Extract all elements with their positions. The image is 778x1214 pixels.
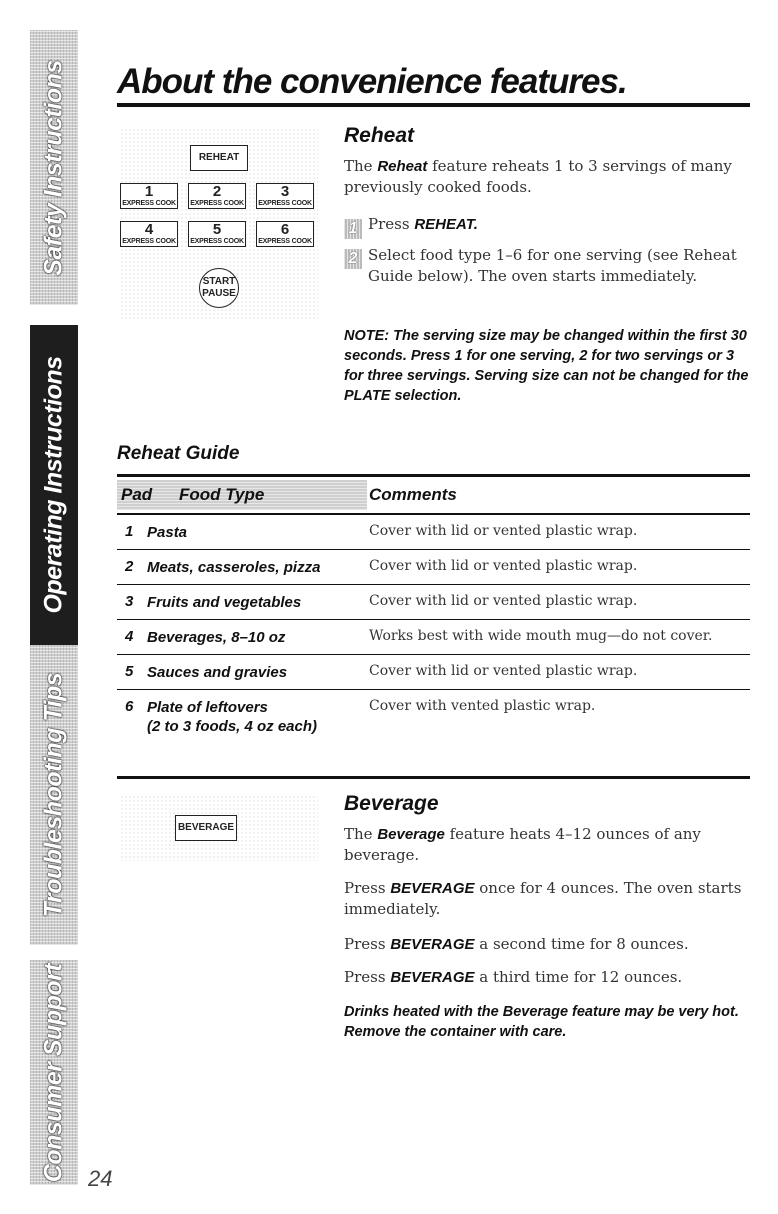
key-6[interactable] <box>256 221 314 247</box>
reheat-intro-suffix: feature reheats 1 to 3 servings of many previously cooked foods. <box>344 157 732 196</box>
title-divider <box>117 103 750 107</box>
start-label: START <box>202 276 236 287</box>
p3-bold: BEVERAGE <box>390 969 475 986</box>
key-1[interactable] <box>120 183 178 209</box>
key-sublabel: EXPRESS COOK <box>258 200 312 207</box>
key-number: 2 <box>212 183 222 200</box>
beverage-key-illustration <box>120 795 318 861</box>
table-row <box>117 620 750 655</box>
reheat-step-2 <box>344 245 744 287</box>
page-title: About the convenience features. <box>117 62 627 101</box>
step-2-icon: 2 <box>344 249 362 269</box>
key-number: 6 <box>280 221 290 238</box>
start-pause-key[interactable] <box>199 268 239 308</box>
beverage-para-1 <box>344 878 754 920</box>
beverage-para-3 <box>344 967 754 988</box>
row-food-line1: Plate of leftovers <box>147 699 268 716</box>
tab-label: Troubleshooting Tips <box>39 672 68 918</box>
p2-suffix: a second time for 8 ounces. <box>474 935 689 953</box>
tab-label: Safety Instructions <box>39 59 68 276</box>
reheat-guide-table <box>117 474 750 740</box>
p3-suffix: a third time for 12 ounces. <box>474 968 683 986</box>
key-2[interactable] <box>188 183 246 209</box>
row-pad: 4 <box>125 628 134 645</box>
reheat-intro-bold: Reheat <box>377 158 428 175</box>
key-4[interactable] <box>120 221 178 247</box>
key-3[interactable] <box>256 183 314 209</box>
reheat-key[interactable]: REHEAT <box>190 145 248 171</box>
reheat-heading: Reheat <box>344 124 415 147</box>
tab-troubleshooting-tips[interactable] <box>30 645 78 945</box>
section-divider <box>117 776 750 779</box>
page-number: 24 <box>88 1166 113 1191</box>
p1-suffix: once for 4 ounces. The oven starts immediately. <box>344 879 742 918</box>
row-pad: 5 <box>125 663 134 680</box>
row-comment: Cover with lid or vented plastic wrap. <box>369 558 638 574</box>
key-sublabel: EXPRESS COOK <box>190 238 244 245</box>
row-pad: 6 <box>125 698 134 715</box>
table-row <box>117 585 750 620</box>
row-food-line2: (2 to 3 foods, 4 oz each) <box>147 718 318 735</box>
tab-label: Operating Instructions <box>39 356 68 614</box>
row-food: Meats, casseroles, pizza <box>147 559 321 576</box>
step-1-text: Press <box>368 215 415 233</box>
pause-label: PAUSE <box>202 288 236 299</box>
header-comments: Comments <box>369 485 457 504</box>
tab-safety-instructions[interactable] <box>30 30 78 305</box>
key-number: 1 <box>144 183 154 200</box>
table-row <box>117 515 750 550</box>
p3-prefix: Press <box>344 968 391 986</box>
tab-operating-instructions[interactable] <box>30 325 78 645</box>
key-sublabel: EXPRESS COOK <box>122 200 176 207</box>
beverage-warning: Drinks heated with the Beverage feature may be very hot. Remove the container with care. <box>344 1004 739 1040</box>
header-pad: Pad <box>121 485 153 504</box>
row-comment: Cover with lid or vented plastic wrap. <box>369 523 638 539</box>
tab-consumer-support[interactable] <box>30 960 78 1185</box>
table-header <box>117 477 750 513</box>
header-food-type: Food Type <box>179 485 265 504</box>
key-number: 4 <box>144 221 154 238</box>
reheat-intro <box>344 156 744 198</box>
section-sidebar <box>30 30 78 1185</box>
p1-prefix: Press <box>344 879 391 897</box>
beverage-intro-prefix: The <box>344 825 378 843</box>
row-comment: Cover with lid or vented plastic wrap. <box>369 593 638 609</box>
beverage-intro-suffix: feature heats 4–12 ounces of any beverage. <box>344 825 701 864</box>
beverage-para-2 <box>344 934 754 955</box>
keypad-illustration <box>120 128 318 320</box>
reheat-intro-prefix: The <box>344 157 378 175</box>
p1-bold: BEVERAGE <box>390 880 475 897</box>
beverage-intro <box>344 824 744 866</box>
p2-bold: BEVERAGE <box>390 936 475 953</box>
row-pad: 2 <box>125 558 134 575</box>
row-comment: Cover with vented plastic wrap. <box>369 698 596 714</box>
row-comment: Works best with wide mouth mug—do not cover. <box>369 628 713 644</box>
row-food: Beverages, 8–10 oz <box>147 629 286 646</box>
reheat-note: NOTE: The serving size may be changed within the first 30 seconds. Press 1 for one serving, 2 for two servings or 3 for three servings. Serving size can not be changed for the PLATE selection. <box>344 328 749 404</box>
key-sublabel: EXPRESS COOK <box>122 238 176 245</box>
step-2-text: Select food type 1–6 for one serving (see Reheat Guide below). The oven starts immediately. <box>368 246 737 285</box>
step-1-icon: 1 <box>344 219 362 239</box>
key-number: 5 <box>212 221 222 238</box>
tab-label: Consumer Support <box>39 963 68 1182</box>
row-food: Pasta <box>147 524 188 541</box>
p2-prefix: Press <box>344 935 391 953</box>
key-sublabel: EXPRESS COOK <box>190 200 244 207</box>
row-food: Fruits and vegetables <box>147 594 302 611</box>
row-pad: 3 <box>125 593 134 610</box>
beverage-heading: Beverage <box>344 792 439 815</box>
row-pad: 1 <box>125 523 134 540</box>
beverage-intro-bold: Beverage <box>377 826 445 843</box>
row-comment: Cover with lid or vented plastic wrap. <box>369 663 638 679</box>
beverage-key[interactable]: BEVERAGE <box>175 815 237 841</box>
step-1-bold: REHEAT. <box>414 216 478 233</box>
key-sublabel: EXPRESS COOK <box>258 238 312 245</box>
table-row <box>117 550 750 585</box>
reheat-step-1 <box>344 214 744 239</box>
table-row <box>117 655 750 690</box>
key-5[interactable] <box>188 221 246 247</box>
guide-title: Reheat Guide <box>117 443 240 464</box>
row-food: Sauces and gravies <box>147 664 288 681</box>
key-number: 3 <box>280 183 290 200</box>
row-food <box>147 698 317 736</box>
table-row <box>117 690 750 740</box>
